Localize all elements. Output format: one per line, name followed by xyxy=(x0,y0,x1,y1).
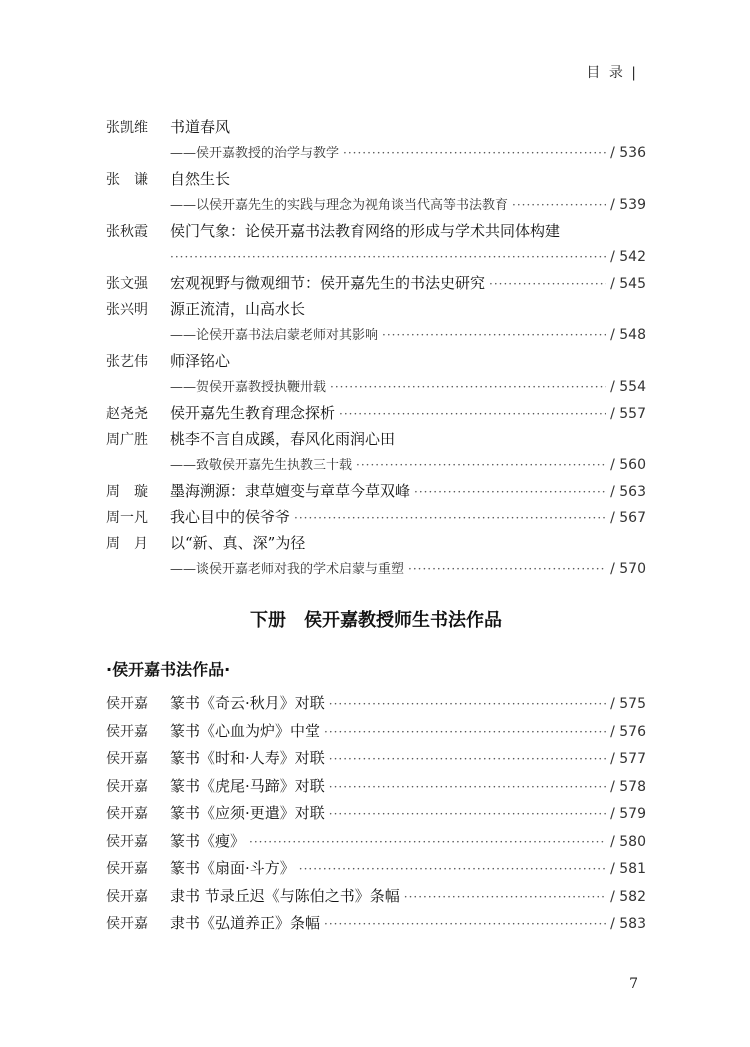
leader-dots xyxy=(294,505,606,531)
entry-page: / 536 xyxy=(610,145,646,161)
work-author: 侯开嘉 xyxy=(106,696,148,712)
entry-page: / 542 xyxy=(610,249,646,265)
leader-dots xyxy=(489,271,606,297)
entry-author: 周广胜 xyxy=(106,432,148,448)
leader-dots xyxy=(324,719,606,747)
work-page: / 575 xyxy=(610,696,646,712)
leader-dots xyxy=(324,911,606,939)
leader-dots xyxy=(339,401,606,427)
toc-entry[interactable] xyxy=(106,348,646,400)
leader-dots xyxy=(329,801,606,829)
toc-entry[interactable] xyxy=(106,114,646,166)
toc-entry[interactable] xyxy=(106,478,646,504)
leader-dots xyxy=(404,884,606,912)
leader-dots xyxy=(329,746,606,774)
work-author: 侯开嘉 xyxy=(106,861,148,877)
entry-page: / 560 xyxy=(610,457,646,473)
work-title: 篆书《瘦》 xyxy=(170,831,246,850)
entry-subtitle: ——侯开嘉教授的治学与教学 xyxy=(170,146,340,161)
subsection-title: ·侯开嘉书法作品· xyxy=(106,660,231,679)
work-title: 篆书《时和·人寿》对联 xyxy=(170,749,325,767)
entry-title: 我心目中的侯爷爷 xyxy=(170,508,291,526)
toc-entry[interactable] xyxy=(106,218,646,270)
toc-entry[interactable] xyxy=(106,166,646,218)
work-title: 篆书《扇面·斗方》 xyxy=(170,859,295,877)
entry-author: 张秋霞 xyxy=(106,224,148,240)
work-page: / 576 xyxy=(610,723,646,740)
entry-author: 赵尧尧 xyxy=(106,406,148,422)
entry-page: / 567 xyxy=(610,510,646,526)
entry-title: 桃李不言自成蹊，春风化雨润心田 xyxy=(170,430,396,448)
leader-dots xyxy=(329,691,606,719)
entry-page: / 557 xyxy=(610,406,646,422)
leader-dots xyxy=(329,774,606,802)
entry-subtitle: ——致敬侯开嘉先生执教三十载 xyxy=(170,458,353,473)
leader-dots xyxy=(414,479,606,505)
toc-entry[interactable] xyxy=(106,270,646,296)
entry-author: 张文强 xyxy=(106,276,148,292)
work-page: / 578 xyxy=(610,778,646,795)
entry-title: 书道春风 xyxy=(170,118,231,136)
entry-subtitle: ——以侯开嘉先生的实践与理念为视角谈当代高等书法教育 xyxy=(170,198,509,213)
leader-dots xyxy=(382,322,606,348)
work-entry[interactable] xyxy=(106,773,646,801)
leader-dots xyxy=(512,192,606,218)
entry-title: 自然生长 xyxy=(170,170,231,188)
work-page: / 580 xyxy=(610,833,646,850)
entry-title: 侯开嘉先生教育理念探析 xyxy=(170,404,336,422)
work-page: / 581 xyxy=(610,861,646,877)
work-title: 隶书 节录丘迟《与陈伯之书》条幅 xyxy=(170,886,400,905)
work-title: 篆书《应须·更遣》对联 xyxy=(170,804,325,822)
running-header: 目 录 | xyxy=(586,65,638,81)
toc-entry[interactable] xyxy=(106,400,646,426)
entry-title: 侯门气象：论侯开嘉书法教育网络的形成与学术共同体构建 xyxy=(170,222,561,240)
entry-author: 周一凡 xyxy=(106,510,148,526)
entry-page: / 563 xyxy=(610,484,646,500)
toc-entry[interactable] xyxy=(106,426,646,478)
toc-entry[interactable] xyxy=(106,296,646,348)
work-author: 侯开嘉 xyxy=(106,806,148,822)
table-of-contents xyxy=(106,114,646,938)
leader-dots xyxy=(330,374,606,400)
entry-title: 宏观视野与微观细节：侯开嘉先生的书法史研究 xyxy=(170,274,486,292)
entry-author: 张凯维 xyxy=(106,120,148,136)
work-entry[interactable] xyxy=(106,910,646,938)
work-author: 侯开嘉 xyxy=(106,916,148,932)
entry-page: / 545 xyxy=(610,276,646,292)
toc-entry[interactable] xyxy=(106,504,646,530)
entry-author: 周 月 xyxy=(106,536,148,552)
entry-page: / 554 xyxy=(610,379,646,395)
entry-author: 周 璇 xyxy=(106,484,148,500)
leader-dots xyxy=(356,452,606,478)
work-entry[interactable] xyxy=(106,828,646,856)
work-author: 侯开嘉 xyxy=(106,888,148,905)
entry-page: / 548 xyxy=(610,327,646,343)
work-entry[interactable] xyxy=(106,718,646,746)
entry-title: 以“新、真、深”为径 xyxy=(170,534,306,552)
entry-title: 师泽铭心 xyxy=(170,352,231,370)
work-entry[interactable] xyxy=(106,745,646,773)
entry-subtitle: ——贺侯开嘉教授执鞭卅载 xyxy=(170,380,327,395)
work-author: 侯开嘉 xyxy=(106,723,148,740)
works-list xyxy=(106,690,646,938)
work-author: 侯开嘉 xyxy=(106,778,148,795)
work-entry[interactable] xyxy=(106,800,646,828)
toc-entry[interactable] xyxy=(106,530,646,582)
section-title: 下册 侯开嘉教授师生书法作品 xyxy=(250,610,502,631)
work-page: / 582 xyxy=(610,888,646,905)
leader-dots xyxy=(170,244,606,270)
work-author: 侯开嘉 xyxy=(106,833,148,850)
entry-title: 源正流清，山高水长 xyxy=(170,300,306,318)
work-entry[interactable] xyxy=(106,690,646,718)
leader-dots xyxy=(343,140,606,166)
leader-dots xyxy=(299,856,606,884)
work-page: / 583 xyxy=(610,916,646,932)
work-entry[interactable] xyxy=(106,855,646,883)
work-entry[interactable] xyxy=(106,883,646,911)
entry-author: 张艺伟 xyxy=(106,354,148,370)
entry-page: / 570 xyxy=(610,561,646,577)
work-page: / 577 xyxy=(610,751,646,767)
work-title: 篆书《奇云·秋月》对联 xyxy=(170,694,325,712)
entry-page: / 539 xyxy=(610,197,646,213)
entry-author: 张兴明 xyxy=(106,302,148,318)
entry-title: 墨海溯源：隶草嬗变与章草今草双峰 xyxy=(170,482,411,500)
work-title: 篆书《心血为炉》中堂 xyxy=(170,721,321,740)
work-page: / 579 xyxy=(610,806,646,822)
work-title: 篆书《虎尾·马蹄》对联 xyxy=(170,776,325,795)
page-number: 7 xyxy=(629,976,638,992)
work-author: 侯开嘉 xyxy=(106,751,148,767)
entry-author: 张 谦 xyxy=(106,172,148,188)
entry-subtitle: ——谈侯开嘉老师对我的学术启蒙与重塑 xyxy=(170,562,405,577)
leader-dots xyxy=(408,556,606,582)
leader-dots xyxy=(249,829,606,857)
work-title: 隶书《弘道养正》条幅 xyxy=(170,914,321,932)
entry-subtitle: ——论侯开嘉书法启蒙老师对其影响 xyxy=(170,328,379,343)
